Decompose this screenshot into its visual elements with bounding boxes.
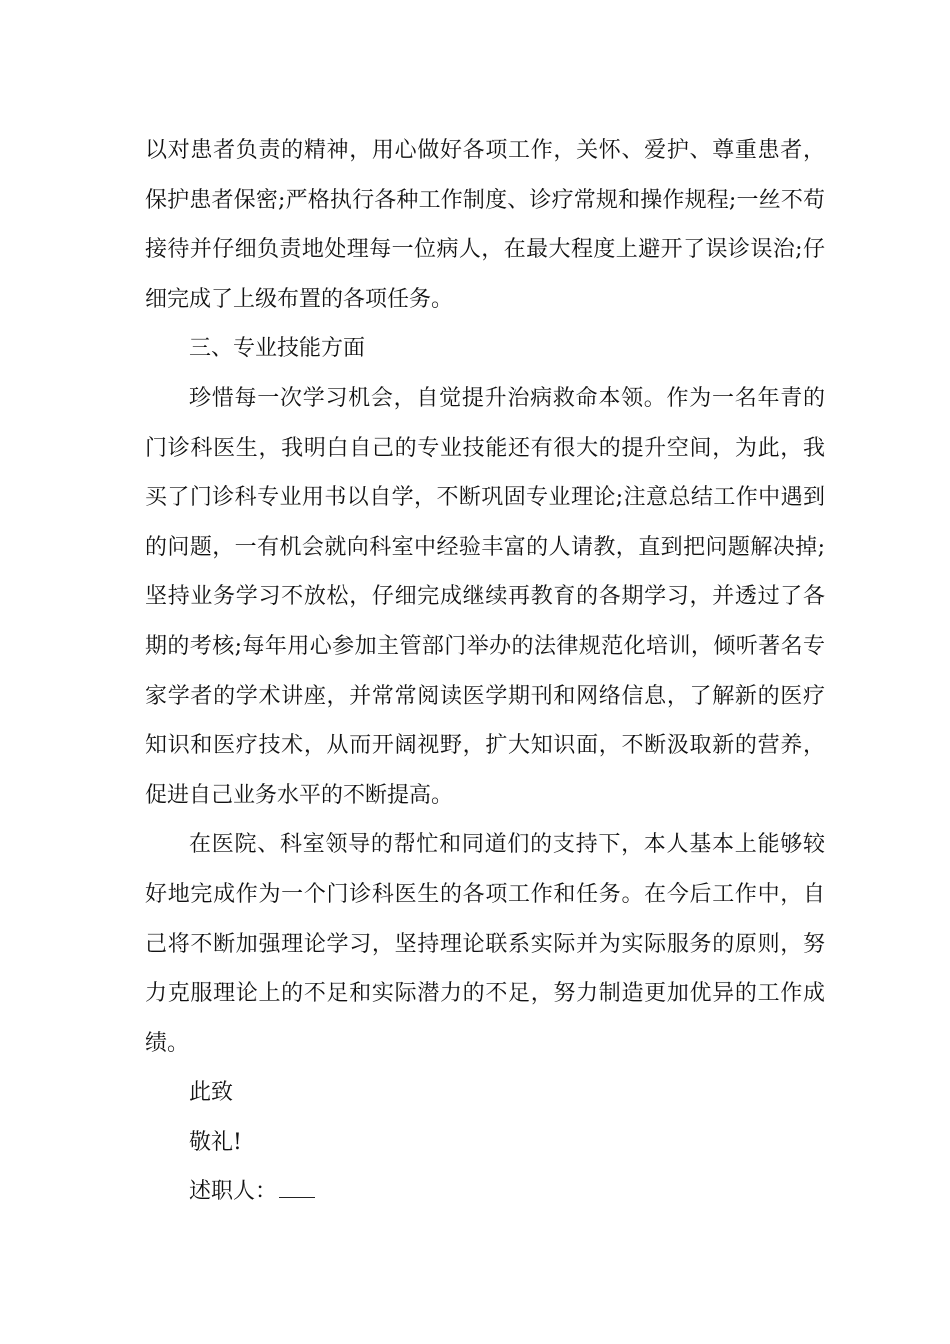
signature-blank — [279, 1171, 315, 1198]
document-body — [145, 126, 825, 1217]
closing-respect: 敬礼! — [189, 1129, 242, 1155]
signature-line — [145, 1167, 825, 1217]
paragraph-continuation: 以对患者负责的精神，用心做好各项工作，关怀、爱护、尊重患者，保护患者保密;严格执行各种工作制度、诊疗常规和操作规程;一丝不苟接待并仔细负责地处理每一位病人，在最大程度上避开了误诊误治;仔细完成了上级布置的各项任务。 — [145, 138, 825, 312]
signature-label: 述职人： — [189, 1179, 278, 1205]
section-heading: 三、专业技能方面 — [189, 336, 366, 362]
paragraph-summary: 在医院、科室领导的帮忙和同道们的支持下，本人基本上能够较好地完成作为一个门诊科医生的各项工作和任务。在今后工作中，自己将不断加强理论学习，坚持理论联系实际并为实际服务的原则，努力克服理论上的不足和实际潜力的不足，努力制造更加优异的工作成绩。 — [145, 832, 825, 1056]
closing-salutation: 此致 — [189, 1080, 234, 1106]
paragraph-skills: 珍惜每一次学习机会，自觉提升治病救命本领。作为一名年青的门诊科医生，我明白自己的专业技能还有很大的提升空间，为此，我买了门诊科专业用书以自学，不断巩固专业理论;注意总结工作中遇到的问题，一有机会就向科室中经验丰富的人请教，直到把问题解决掉;坚持业务学习不放松，仔细完成继续再教育的各期学习，并透过了各期的考核;每年用心参加主管部门举办的法律规范化培训，倾听著名专家学者的学术讲座，并常常阅读医学期刊和网络信息，了解新的医疗知识和医疗技术，从而开阔视野，扩大知识面，不断汲取新的营养，促进自己业务水平的不断提高。 — [145, 385, 825, 808]
